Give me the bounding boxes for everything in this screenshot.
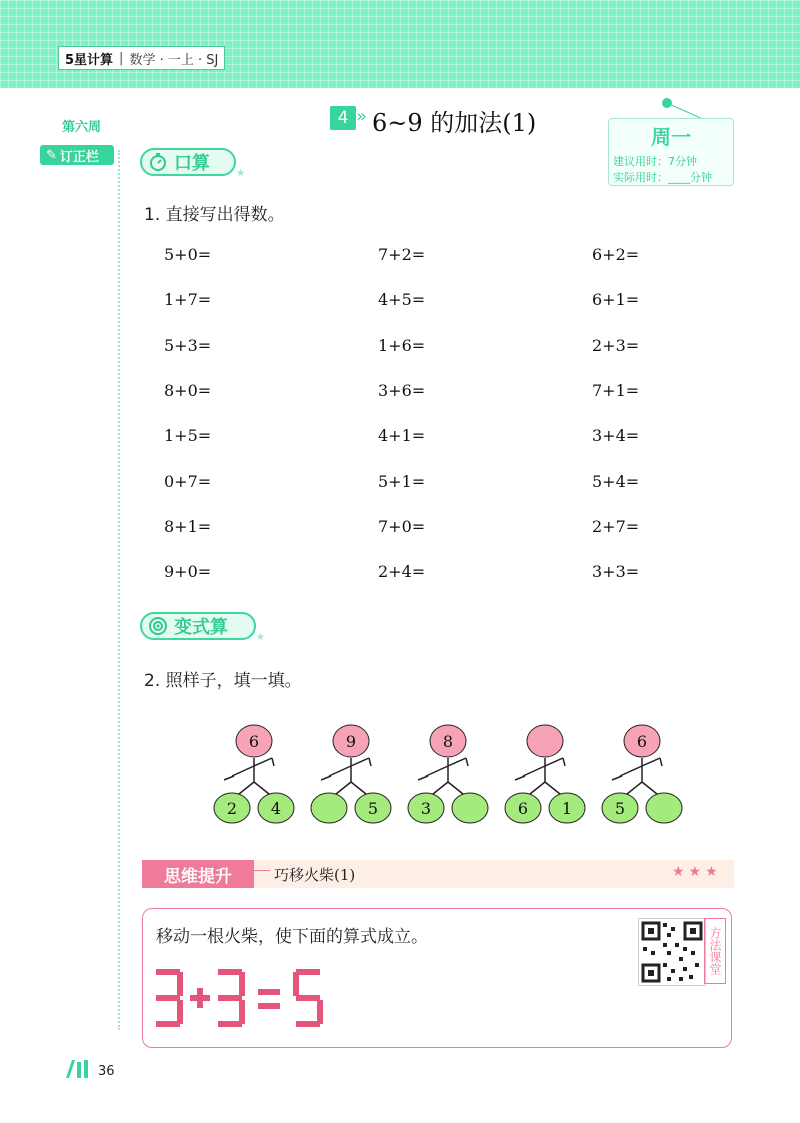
figure-left-foot: [311, 793, 347, 823]
figure-head: [527, 725, 563, 757]
pencil-icon: ✎: [46, 147, 57, 163]
question-1: 1. 直接写出得数。: [144, 205, 285, 225]
page-header-band: [0, 0, 800, 88]
figure-left-number: 5: [614, 799, 626, 818]
section-oral-pill: [140, 148, 236, 176]
suggested-time: 建议用时：7分钟: [613, 155, 697, 168]
arithmetic-problem: 2+7=: [592, 516, 640, 536]
star-icon: ★: [256, 632, 265, 643]
arithmetic-problem: 5+4=: [592, 471, 640, 491]
arithmetic-problem: 5+1=: [378, 471, 426, 491]
figure-right-number: 4: [270, 799, 282, 818]
arithmetic-problem: 8+1=: [164, 516, 212, 536]
arithmetic-problem: 8+0=: [164, 380, 212, 400]
thinking-subtitle: 巧移火柴(1): [274, 866, 356, 884]
arithmetic-problem: 5+0=: [164, 245, 212, 264]
method-class-tag: 方法课堂: [704, 918, 726, 984]
series-title: 5星计算: [65, 52, 114, 68]
question-2: 2. 照样子，填一填。: [144, 671, 302, 691]
figure-right-number: 1: [561, 799, 573, 818]
target-icon: [148, 616, 168, 636]
chevron-right-icon: »: [356, 106, 368, 127]
arithmetic-problem: 6+1=: [592, 290, 640, 310]
book-logo-icon: [64, 1058, 94, 1080]
thinking-prompt: 移动一根火柴，使下面的算式成立。: [156, 927, 428, 947]
figure-left-number: 6: [517, 799, 529, 818]
difficulty-stars: ★★★: [672, 864, 722, 880]
section-variant-title: 变式算: [174, 617, 228, 638]
separator: |: [119, 50, 124, 66]
arithmetic-problem: 3+3=: [592, 562, 640, 582]
day-label: 周一: [651, 125, 691, 149]
arithmetic-problem: 4+1=: [378, 426, 426, 446]
number-bond-figure: [311, 725, 391, 823]
correction-column-tab: [40, 145, 114, 165]
section-variant-pill: [140, 612, 256, 640]
subject-label: 数学 · 一上 · SJ: [129, 52, 219, 68]
page-number: 36: [98, 1064, 115, 1079]
arithmetic-problem: 0+7=: [164, 471, 212, 491]
card-pin: [662, 98, 672, 108]
number-bond-figure: [408, 725, 488, 823]
actual-time: 实际用时：____分钟: [613, 171, 712, 184]
thinking-label: 思维提升: [142, 860, 254, 888]
arithmetic-problem: 9+0=: [164, 562, 212, 582]
figure-left-number: 3: [420, 799, 432, 818]
figure-head-number: 8: [442, 732, 454, 751]
week-label: 第六周: [62, 120, 102, 135]
figure-head-number: 9: [345, 732, 357, 751]
number-bond-figure: [505, 725, 585, 823]
day-card: [608, 118, 734, 186]
correction-divider: [118, 150, 120, 1030]
arithmetic-problem: 1+7=: [164, 290, 212, 310]
figure-head-number: 6: [636, 732, 648, 751]
qr-code-image: [639, 919, 705, 985]
number-bond-figure: [602, 725, 682, 823]
star-icon: ★: [236, 168, 245, 179]
arithmetic-problem: 3+6=: [378, 380, 426, 400]
arithmetic-problem: 7+0=: [378, 516, 426, 536]
figure-left-number: 2: [226, 799, 238, 818]
arithmetic-problem: 7+1=: [592, 380, 640, 400]
arithmetic-problem: 3+4=: [592, 426, 640, 446]
arithmetic-problem: 6+2=: [592, 245, 640, 264]
matchstick-equation-image: [150, 966, 330, 1032]
lesson-title: 6~9 的加法(1): [372, 109, 537, 137]
arithmetic-problem: 7+2=: [378, 245, 426, 264]
lesson-number: 4: [330, 106, 356, 130]
arithmetic-problem: 5+3=: [164, 335, 212, 355]
figure-right-foot: [452, 793, 488, 823]
number-bond-figure: [214, 725, 294, 823]
banner-connector: [254, 870, 270, 871]
arithmetic-problem: 4+5=: [378, 290, 426, 310]
stopwatch-icon: [148, 152, 168, 172]
qr-code[interactable]: [638, 918, 706, 986]
arithmetic-problem: 1+5=: [164, 426, 212, 446]
arithmetic-problem: 2+4=: [378, 562, 426, 582]
figure-right-number: 5: [367, 799, 379, 818]
figure-head-number: 6: [248, 732, 260, 751]
section-oral-title: 口算: [174, 153, 210, 174]
arithmetic-problem: 1+6=: [378, 335, 426, 355]
figure-right-foot: [646, 793, 682, 823]
correction-label: 订正栏: [59, 149, 99, 165]
series-label: [58, 46, 225, 70]
number-bond-figures: [210, 722, 690, 832]
arithmetic-problem: 2+3=: [592, 335, 640, 355]
